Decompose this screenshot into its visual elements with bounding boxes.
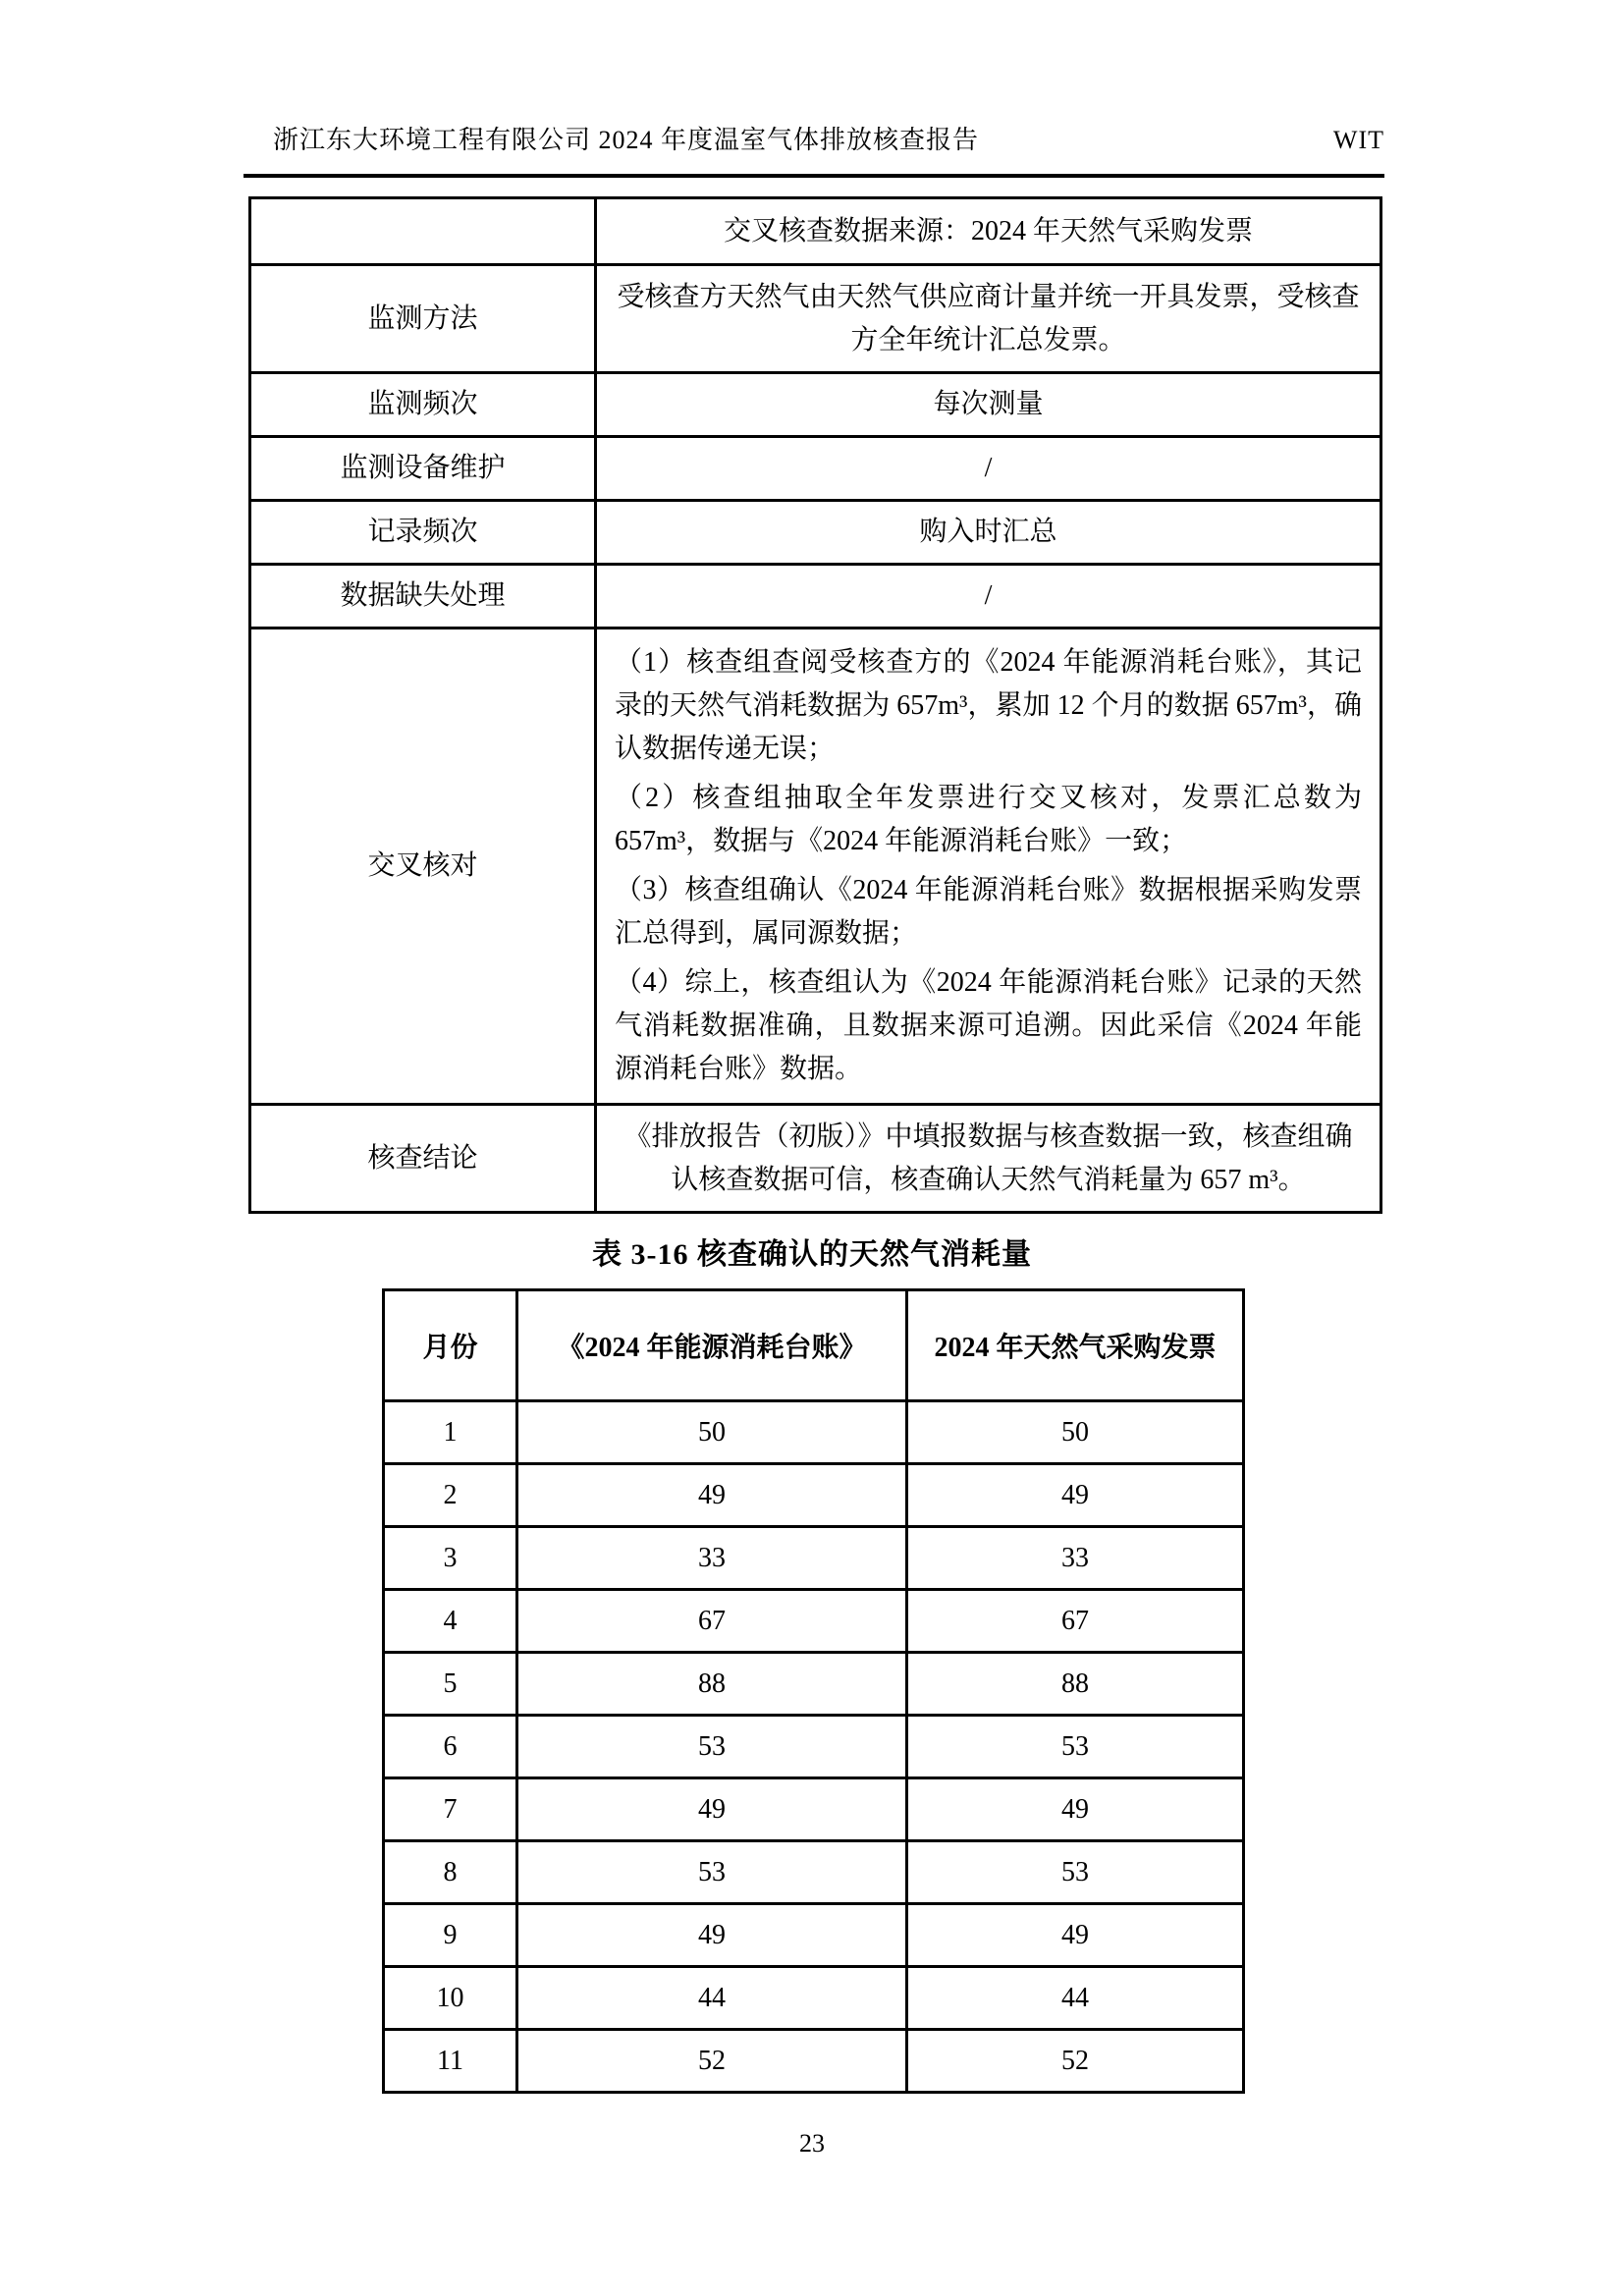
table-row-monitoring-method bbox=[250, 265, 1381, 373]
page-number: 23 bbox=[799, 2129, 825, 2158]
ledger-cell: 33 bbox=[517, 1527, 907, 1590]
row-label-cell bbox=[250, 198, 596, 265]
month-column-header: 月份 bbox=[384, 1290, 517, 1401]
invoice-cell: 53 bbox=[907, 1841, 1244, 1904]
row-label-cell: 监测频次 bbox=[250, 373, 596, 437]
table-row-cross-check bbox=[250, 629, 1381, 1105]
ledger-cell: 49 bbox=[517, 1464, 907, 1527]
ledger-cell: 88 bbox=[517, 1653, 907, 1716]
table-row-monitoring-frequency bbox=[250, 373, 1381, 437]
table-caption: 表 3-16 核查确认的天然气消耗量 bbox=[592, 1238, 1032, 1271]
monitoring-info-table bbox=[248, 196, 1382, 1214]
row-value-cell bbox=[596, 629, 1381, 1105]
cross-check-paragraph-3: （3）核查组确认《2024 年能源消耗台账》数据根据采购发票汇总得到，属同源数据； bbox=[615, 875, 1362, 949]
month-cell: 1 bbox=[384, 1401, 517, 1464]
table-row bbox=[384, 1716, 1244, 1778]
month-cell: 7 bbox=[384, 1778, 517, 1841]
ledger-cell: 49 bbox=[517, 1904, 907, 1967]
table-row bbox=[384, 1904, 1244, 1967]
table-header-row bbox=[384, 1290, 1244, 1401]
invoice-cell: 49 bbox=[907, 1464, 1244, 1527]
table-row bbox=[384, 2030, 1244, 2093]
report-title: 浙江东大环境工程有限公司 2024 年度温室气体排放核查报告 bbox=[273, 126, 980, 154]
table-row-record-frequency bbox=[250, 501, 1381, 565]
header-logo-text: WIT bbox=[1332, 126, 1384, 154]
table-row-missing-data-handling bbox=[250, 565, 1381, 629]
row-value-cell: 受核查方天然气由天然气供应商计量并统一开具发票，受核查方全年统计汇总发票。 bbox=[596, 265, 1381, 373]
ledger-cell: 67 bbox=[517, 1590, 907, 1653]
ledger-cell: 53 bbox=[517, 1841, 907, 1904]
invoice-cell: 88 bbox=[907, 1653, 1244, 1716]
ledger-cell: 53 bbox=[517, 1716, 907, 1778]
header-rule bbox=[244, 174, 1384, 178]
invoice-cell: 33 bbox=[907, 1527, 1244, 1590]
month-cell: 6 bbox=[384, 1716, 517, 1778]
row-value-cell: 《排放报告（初版）》中填报数据与核查数据一致，核查组确认核查数据可信，核查确认天然气消耗量为 657 m³。 bbox=[596, 1105, 1381, 1213]
cross-check-paragraph-4: （4）综上，核查组认为《2024 年能源消耗台账》记录的天然气消耗数据准确，且数据来源可追溯。因此采信《2024 年能源消耗台账》数据。 bbox=[615, 967, 1362, 1084]
month-cell: 2 bbox=[384, 1464, 517, 1527]
table-row bbox=[384, 1841, 1244, 1904]
month-cell: 5 bbox=[384, 1653, 517, 1716]
row-label-cell: 记录频次 bbox=[250, 501, 596, 565]
invoice-cell: 53 bbox=[907, 1716, 1244, 1778]
row-label-cell: 监测方法 bbox=[250, 265, 596, 373]
row-label-cell: 数据缺失处理 bbox=[250, 565, 596, 629]
table-row-verification-conclusion bbox=[250, 1105, 1381, 1213]
invoice-column-header: 2024 年天然气采购发票 bbox=[907, 1290, 1244, 1401]
invoice-cell: 67 bbox=[907, 1590, 1244, 1653]
month-cell: 9 bbox=[384, 1904, 517, 1967]
row-value-cell: / bbox=[596, 437, 1381, 501]
table-row-equipment-maintenance bbox=[250, 437, 1381, 501]
invoice-cell: 49 bbox=[907, 1778, 1244, 1841]
table-row bbox=[384, 1401, 1244, 1464]
row-value-cell: 购入时汇总 bbox=[596, 501, 1381, 565]
table-row bbox=[384, 1464, 1244, 1527]
ledger-cell: 44 bbox=[517, 1967, 907, 2030]
table-row bbox=[384, 1653, 1244, 1716]
month-cell: 3 bbox=[384, 1527, 517, 1590]
invoice-cell: 44 bbox=[907, 1967, 1244, 2030]
ledger-cell: 52 bbox=[517, 2030, 907, 2093]
table-row bbox=[384, 1590, 1244, 1653]
cross-check-paragraph-1: （1）核查组查阅受核查方的《2024 年能源消耗台账》，其记录的天然气消耗数据为 657m³，累加 12 个月的数据 657m³，确认数据传递无误； bbox=[615, 647, 1362, 764]
table-row bbox=[384, 1778, 1244, 1841]
invoice-cell: 52 bbox=[907, 2030, 1244, 2093]
gas-consumption-table bbox=[382, 1288, 1245, 2094]
ledger-cell: 49 bbox=[517, 1778, 907, 1841]
row-value-cell: / bbox=[596, 565, 1381, 629]
table-row bbox=[384, 1527, 1244, 1590]
invoice-cell: 49 bbox=[907, 1904, 1244, 1967]
invoice-cell: 50 bbox=[907, 1401, 1244, 1464]
row-value-cell: 交叉核查数据来源：2024 年天然气采购发票 bbox=[596, 198, 1381, 265]
month-cell: 4 bbox=[384, 1590, 517, 1653]
table-row bbox=[384, 1967, 1244, 2030]
ledger-cell: 50 bbox=[517, 1401, 907, 1464]
row-label-cell: 监测设备维护 bbox=[250, 437, 596, 501]
row-label-cell: 交叉核对 bbox=[250, 629, 596, 1105]
month-cell: 11 bbox=[384, 2030, 517, 2093]
month-cell: 8 bbox=[384, 1841, 517, 1904]
month-cell: 10 bbox=[384, 1967, 517, 2030]
ledger-column-header: 《2024 年能源消耗台账》 bbox=[517, 1290, 907, 1401]
table-row-data-source bbox=[250, 198, 1381, 265]
page-header bbox=[273, 120, 1384, 156]
row-value-cell: 每次测量 bbox=[596, 373, 1381, 437]
cross-check-paragraph-2: （2）核查组抽取全年发票进行交叉核对，发票汇总数为 657m³，数据与《2024 年能源消耗台账》一致； bbox=[615, 783, 1362, 856]
row-label-cell: 核查结论 bbox=[250, 1105, 596, 1213]
